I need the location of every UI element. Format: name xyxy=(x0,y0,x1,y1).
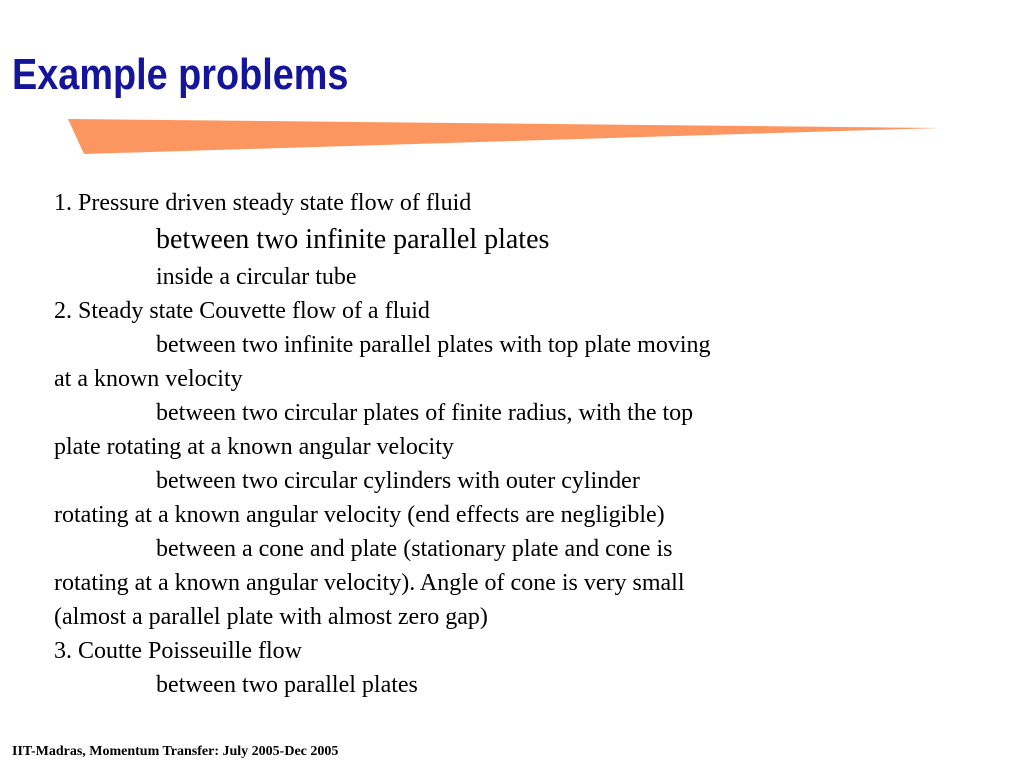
sub-item: between two circular cylinders with outer cylinder xyxy=(156,468,640,494)
sub-item: between two parallel plates xyxy=(156,672,418,698)
slide-footer: IIT-Madras, Momentum Transfer: July 2005-Dec 2005 xyxy=(12,744,339,759)
sub-item: between two infinite parallel plates xyxy=(156,224,550,255)
continuation-line: rotating at a known angular velocity). Angle of cone is very small xyxy=(54,570,685,596)
continuation-line: (almost a parallel plate with almost zero gap) xyxy=(54,604,488,630)
continuation-line: plate rotating at a known angular velocity xyxy=(54,434,454,460)
slide-title: Example problems xyxy=(12,50,349,99)
sub-item: between two circular plates of finite radius, with the top xyxy=(156,400,694,426)
sub-item: between two infinite parallel plates with top plate moving xyxy=(156,332,711,358)
sub-item: between a cone and plate (stationary plate and cone is xyxy=(156,536,673,562)
sub-item: inside a circular tube xyxy=(156,264,357,290)
slide-body xyxy=(54,186,834,702)
list-item-2: 2. Steady state Couvette flow of a fluid xyxy=(54,298,430,324)
list-item-3: 3. Coutte Poisseuille flow xyxy=(54,638,302,664)
continuation-line: at a known velocity xyxy=(54,366,243,392)
list-item-1: 1. Pressure driven steady state flow of fluid xyxy=(54,190,472,216)
continuation-line: rotating at a known angular velocity (end effects are negligible) xyxy=(54,502,665,528)
title-underline-swoosh xyxy=(0,0,1024,170)
swoosh-shape xyxy=(68,119,940,154)
